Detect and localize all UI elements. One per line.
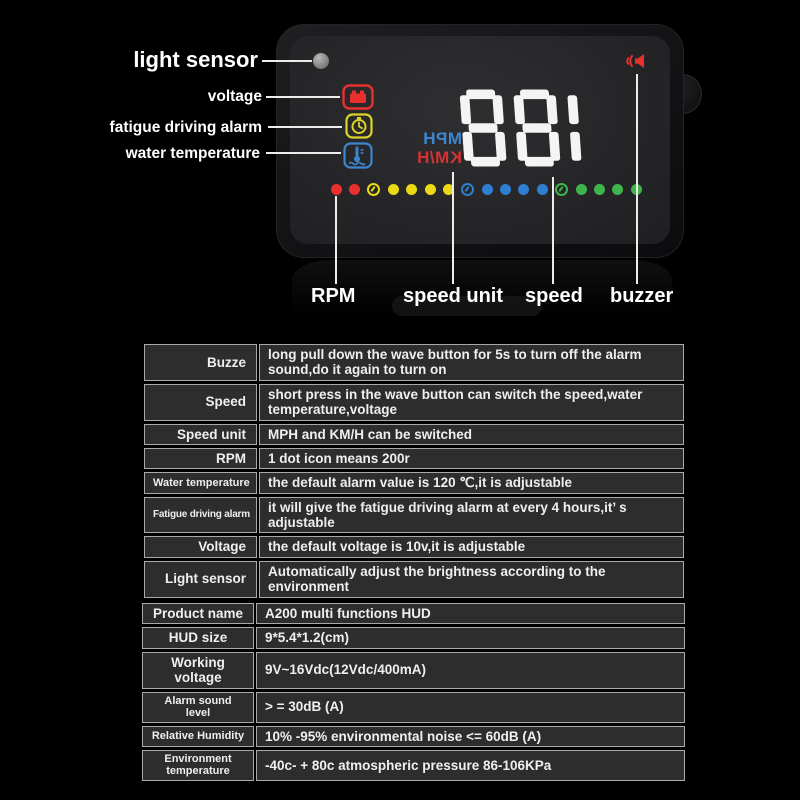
indicator-dot-row	[327, 183, 645, 196]
spec-value: short press in the wave button can switch the speed,water temperature,voltage	[259, 384, 684, 421]
spec-label: Relative Humidity	[142, 726, 254, 747]
indicator-dot-yellow	[425, 184, 436, 195]
callout-speed-unit: speed unit	[403, 285, 504, 307]
spec-label: Fatigue driving alarm	[144, 497, 257, 534]
spec-label: Voltage	[144, 536, 257, 557]
table-row	[144, 384, 684, 421]
table-row	[144, 497, 684, 534]
callout-line-voltage	[266, 96, 340, 98]
spec-value: 10% -95% environmental noise <= 60dB (A)	[256, 726, 685, 747]
table-row	[142, 603, 685, 624]
spec-label: Speed	[144, 384, 257, 421]
indicator-dot-blue	[482, 184, 493, 195]
indicator-dot-red	[331, 184, 342, 195]
function-table	[142, 341, 686, 601]
green-indicator-icon	[555, 183, 568, 196]
spec-label: RPM	[144, 448, 257, 469]
spec-value: 1 dot icon means 200r	[259, 448, 684, 469]
indicator-dot-blue	[537, 184, 548, 195]
indicator-dot-green	[612, 184, 623, 195]
callout-light-sensor: light sensor	[133, 47, 258, 72]
table-row	[142, 692, 685, 723]
table-row	[144, 472, 684, 493]
spec-label: Buzze	[144, 344, 257, 381]
indicator-dot-blue	[500, 184, 511, 195]
spec-label: Environment temperature	[142, 750, 254, 781]
indicator-dot-yellow	[406, 184, 417, 195]
speed-digits	[459, 86, 615, 172]
spec-value: it will give the fatigue driving alarm at every 4 hours,it’ s adjustable	[259, 497, 684, 534]
yellow-indicator-icon	[367, 183, 380, 196]
table-row	[144, 536, 684, 557]
table-row	[142, 750, 685, 781]
table-row	[142, 726, 685, 747]
spec-value: 9*5.4*1.2(cm)	[256, 627, 685, 648]
buzzer-speaker-icon	[625, 51, 647, 76]
spec-label: Product name	[142, 603, 254, 624]
spec-value: MPH and KM/H can be switched	[259, 424, 684, 445]
callout-buzzer: buzzer	[610, 285, 674, 307]
light-sensor-dot	[313, 53, 329, 69]
spec-value: > = 30dB (A)	[256, 692, 685, 723]
callout-speed: speed	[525, 285, 583, 307]
callout-line-buzzer	[636, 74, 638, 284]
water-temperature-icon	[343, 142, 373, 174]
indicator-dot-green	[576, 184, 587, 195]
callout-rpm: RPM	[311, 285, 356, 307]
spec-value: Automatically adjust the brightness according to the environment	[259, 561, 684, 598]
table-row	[142, 652, 685, 689]
spec-value: long pull down the wave button for 5s to turn off the alarm sound,do it again to turn on	[259, 344, 684, 381]
callout-line-rpm	[335, 196, 337, 284]
spec-label: Alarm sound level	[142, 692, 254, 723]
spec-value: A200 multi functions HUD	[256, 603, 685, 624]
callout-line-speed	[552, 177, 554, 284]
indicator-dot-blue	[518, 184, 529, 195]
table-row	[144, 561, 684, 598]
callout-line-speed-unit	[452, 172, 454, 284]
table-row	[144, 424, 684, 445]
fatigue-alarm-clock-icon	[345, 113, 373, 144]
table-row	[144, 448, 684, 469]
callout-line-water-temp	[266, 152, 341, 154]
unit-mph: MPH	[422, 129, 462, 148]
spec-value: 9V~16Vdc(12Vdc/400mA)	[256, 652, 685, 689]
callout-water-temperature: water temperature	[125, 145, 260, 162]
spec-label: Water temperature	[144, 472, 257, 493]
indicator-dot-yellow	[388, 184, 399, 195]
table-row	[142, 627, 685, 648]
indicator-dot-green	[594, 184, 605, 195]
spec-label: Light sensor	[144, 561, 257, 598]
spec-label: Speed unit	[144, 424, 257, 445]
spec-value: the default alarm value is 120 ℃,it is adjustable	[259, 472, 684, 493]
spec-value: the default voltage is 10v,it is adjustable	[259, 536, 684, 557]
indicator-dot-red	[349, 184, 360, 195]
blue-indicator-icon	[461, 183, 474, 196]
callout-voltage: voltage	[207, 88, 262, 105]
battery-icon	[342, 84, 374, 115]
table-row	[144, 344, 684, 381]
spec-table	[140, 600, 687, 784]
spec-label: Working voltage	[142, 652, 254, 689]
callout-line-fatigue	[268, 126, 342, 128]
spec-label: HUD size	[142, 627, 254, 648]
callout-line-light-sensor	[262, 60, 312, 62]
spec-value: -40c- + 80c atmospheric pressure 86-106KPa	[256, 750, 685, 781]
callout-fatigue-driving-alarm: fatigue driving alarm	[109, 119, 262, 136]
unit-kmh: KM/H	[416, 148, 462, 167]
